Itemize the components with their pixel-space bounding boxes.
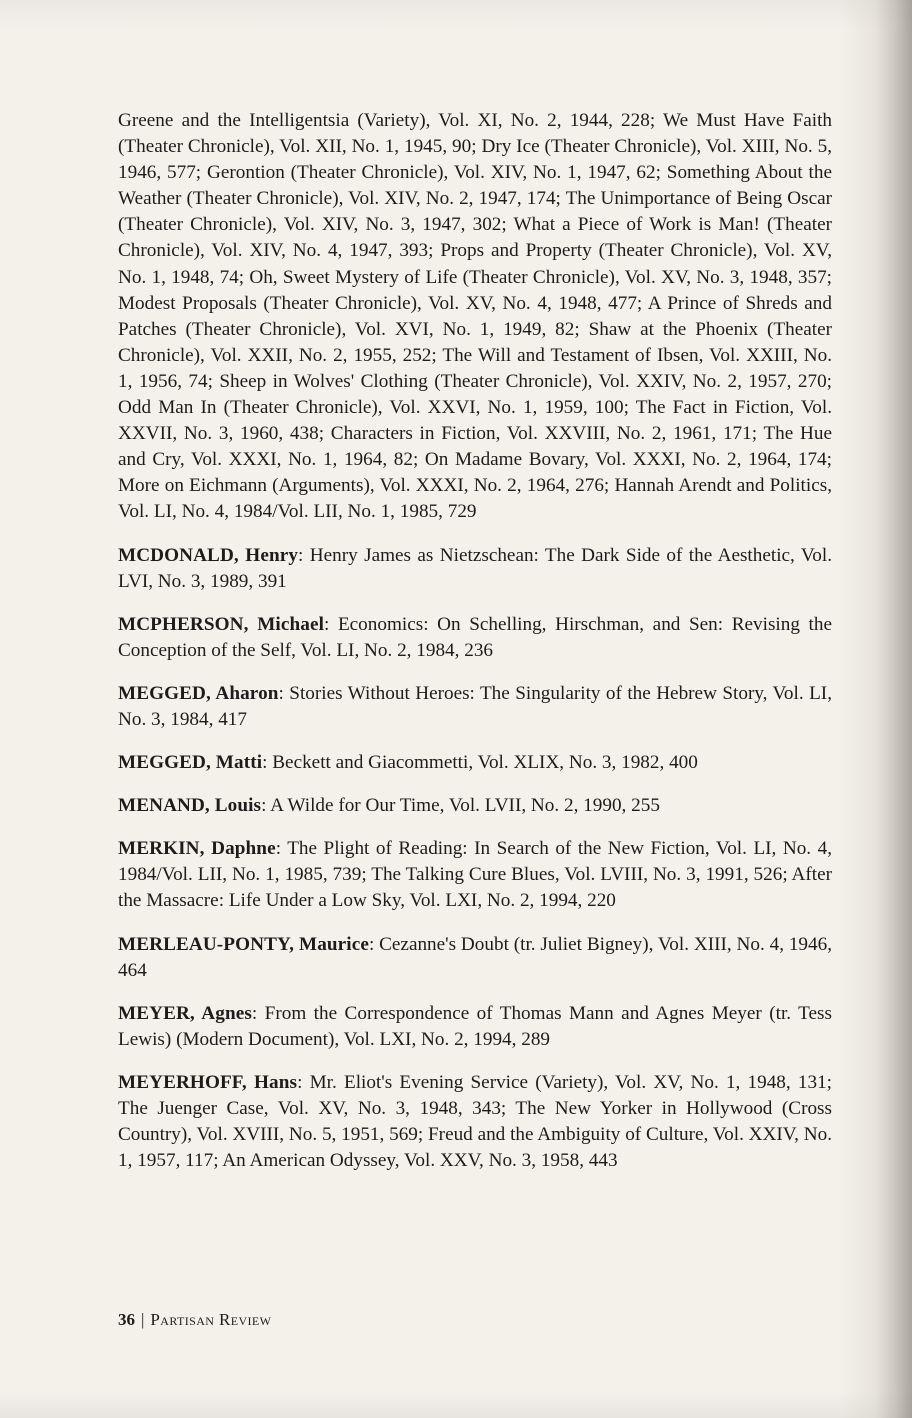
index-entry-megged-aharon [118,681,832,733]
index-entry-merleau-ponty [118,932,832,984]
entry-author: MERLEAU-PONTY, Maurice [118,933,369,955]
page-number: 36 [118,1310,135,1329]
entry-author: MENAND, Louis [118,795,262,817]
index-entry-mcpherson [118,612,832,664]
index-entry-meyerhoff [118,1070,832,1174]
entry-author: MCDONALD, Henry [118,544,299,566]
entry-author: MEYERHOFF, Hans [118,1071,298,1093]
journal-name: Partisan Review [150,1310,272,1329]
footer-separator: | [141,1310,145,1329]
entry-author: MEGGED, Aharon [118,682,279,704]
entry-text: : Cezanne's Doubt (tr. Juliet Bigney), Vol. XIII, No. 4, 1946, 464 [118,933,832,981]
entry-author: MEGGED, Matti [118,752,263,774]
index-body [118,108,832,1191]
entry-author: MCPHERSON, Michael [118,613,324,635]
entry-text: : A Wilde for Our Time, Vol. LVII, No. 2, 1990, 255 [261,795,660,817]
entry-text: : Economics: On Schelling, Hirschman, and Sen: Revising the Conception of the Self, Vol. LI, No. 2, 1984, 236 [118,613,832,661]
index-entry-mcdonald [118,543,832,595]
entry-text: : Beckett and Giacommetti, Vol. XLIX, No. 3, 1982, 400 [262,752,698,774]
index-entry-menand [118,793,832,819]
index-entry-meyer [118,1001,832,1053]
index-entry-megged-matti [118,750,832,776]
entry-author: MERKIN, Daphne [118,838,276,860]
entry-author: MEYER, Agnes [118,1002,252,1024]
entry-text: Greene and the Intelligentsia (Variety), Vol. XI, No. 2, 1944, 228; We Must Have Faith (Theater Chronicle), Vol. XII, No. 1, 1945, 90; Dry Ice (Theater Chronicle), Vol. XIII, No. 5, 1946, 577; Gerontion (Theater Chronicle), Vol. XIV, No. 1, 1947, 62; Something About the Weather (Theater Chronicle), Vol. XIV, No. 2, 1947, 174; The Unimportance of Being Oscar (Theater Chronicle), Vol. XIV, No. 3, 1947, 302; What a Piece of Work is Man! (Theater Chronicle), Vol. XIV, No. 4, 1947, 393; Props and Property (Theater Chronicle), Vol. XV, No. 1, 1948, 74; Oh, Sweet Mystery of Life (Theater Chronicle), Vol. XV, No. 3, 1948, 357; Modest Proposals (Theater Chronicle), Vol. XV, No. 4, 1948, 477; A Prince of Shreds and Patches (Theater Chronicle), Vol. XVI, No. 1, 1949, 82; Shaw at the Phoenix (Theater Chronicle), Vol. XXII, No. 2, 1955, 252; The Will and Testament of Ibsen, Vol. XXIII, No. 1, 1956, 74; Sheep in Wolves' Clothing (Theater Chronicle), Vol. XXIV, No. 2, 1957, 270; Odd Man In (Theater Chronicle), Vol. XXVI, No. 1, 1959, 100; The Fact in Fiction, Vol. XXVII, No. 3, 1960, 438; Characters in Fiction, Vol. XXVIII, No. 2, 1961, 171; The Hue and Cry, Vol. XXXI, No. 1, 1964, 82; On Madame Bovary, Vol. XXXI, No. 2, 1964, 174; More on Eichmann (Arguments), Vol. XXXI, No. 2, 1964, 276; Hannah Arendt and Politics, Vol. LI, No. 4, 1984/Vol. LII, No. 1, 1985, 729 [118,110,832,523]
entry-text: : Mr. Eliot's Evening Service (Variety), Vol. XV, No. 1, 1948, 131; The Juenger Case, Vol. XV, No. 3, 1948, 343; The New Yorker in Hollywood (Cross Country), Vol. XVIII, No. 5, 1951, 569; Freud and the Ambiguity of Culture, Vol. XXIV, No. 1, 1957, 117; An American Odyssey, Vol. XXV, No. 3, 1958, 443 [118,1071,833,1172]
entry-text: : Stories Without Heroes: The Singularity of the Hebrew Story, Vol. LI, No. 3, 1984, 417 [118,682,832,730]
entry-text: : From the Correspondence of Thomas Mann and Agnes Meyer (tr. Tess Lewis) (Modern Document), Vol. LXI, No. 2, 1994, 289 [118,1002,832,1050]
index-entry-continuation [118,108,832,526]
page-footer [118,1308,271,1332]
index-entry-merkin [118,836,832,914]
entry-text: : Henry James as Nietzschean: The Dark Side of the Aesthetic, Vol. LVI, No. 3, 1989, 391 [118,544,832,592]
entry-text: : The Plight of Reading: In Search of the New Fiction, Vol. LI, No. 4, 1984/Vol. LII, No. 1, 1985, 739; The Talking Cure Blues, Vol. LVIII, No. 3, 1991, 526; After the Massacre: Life Under a Low Sky, Vol. LXI, No. 2, 1994, 220 [118,838,832,912]
